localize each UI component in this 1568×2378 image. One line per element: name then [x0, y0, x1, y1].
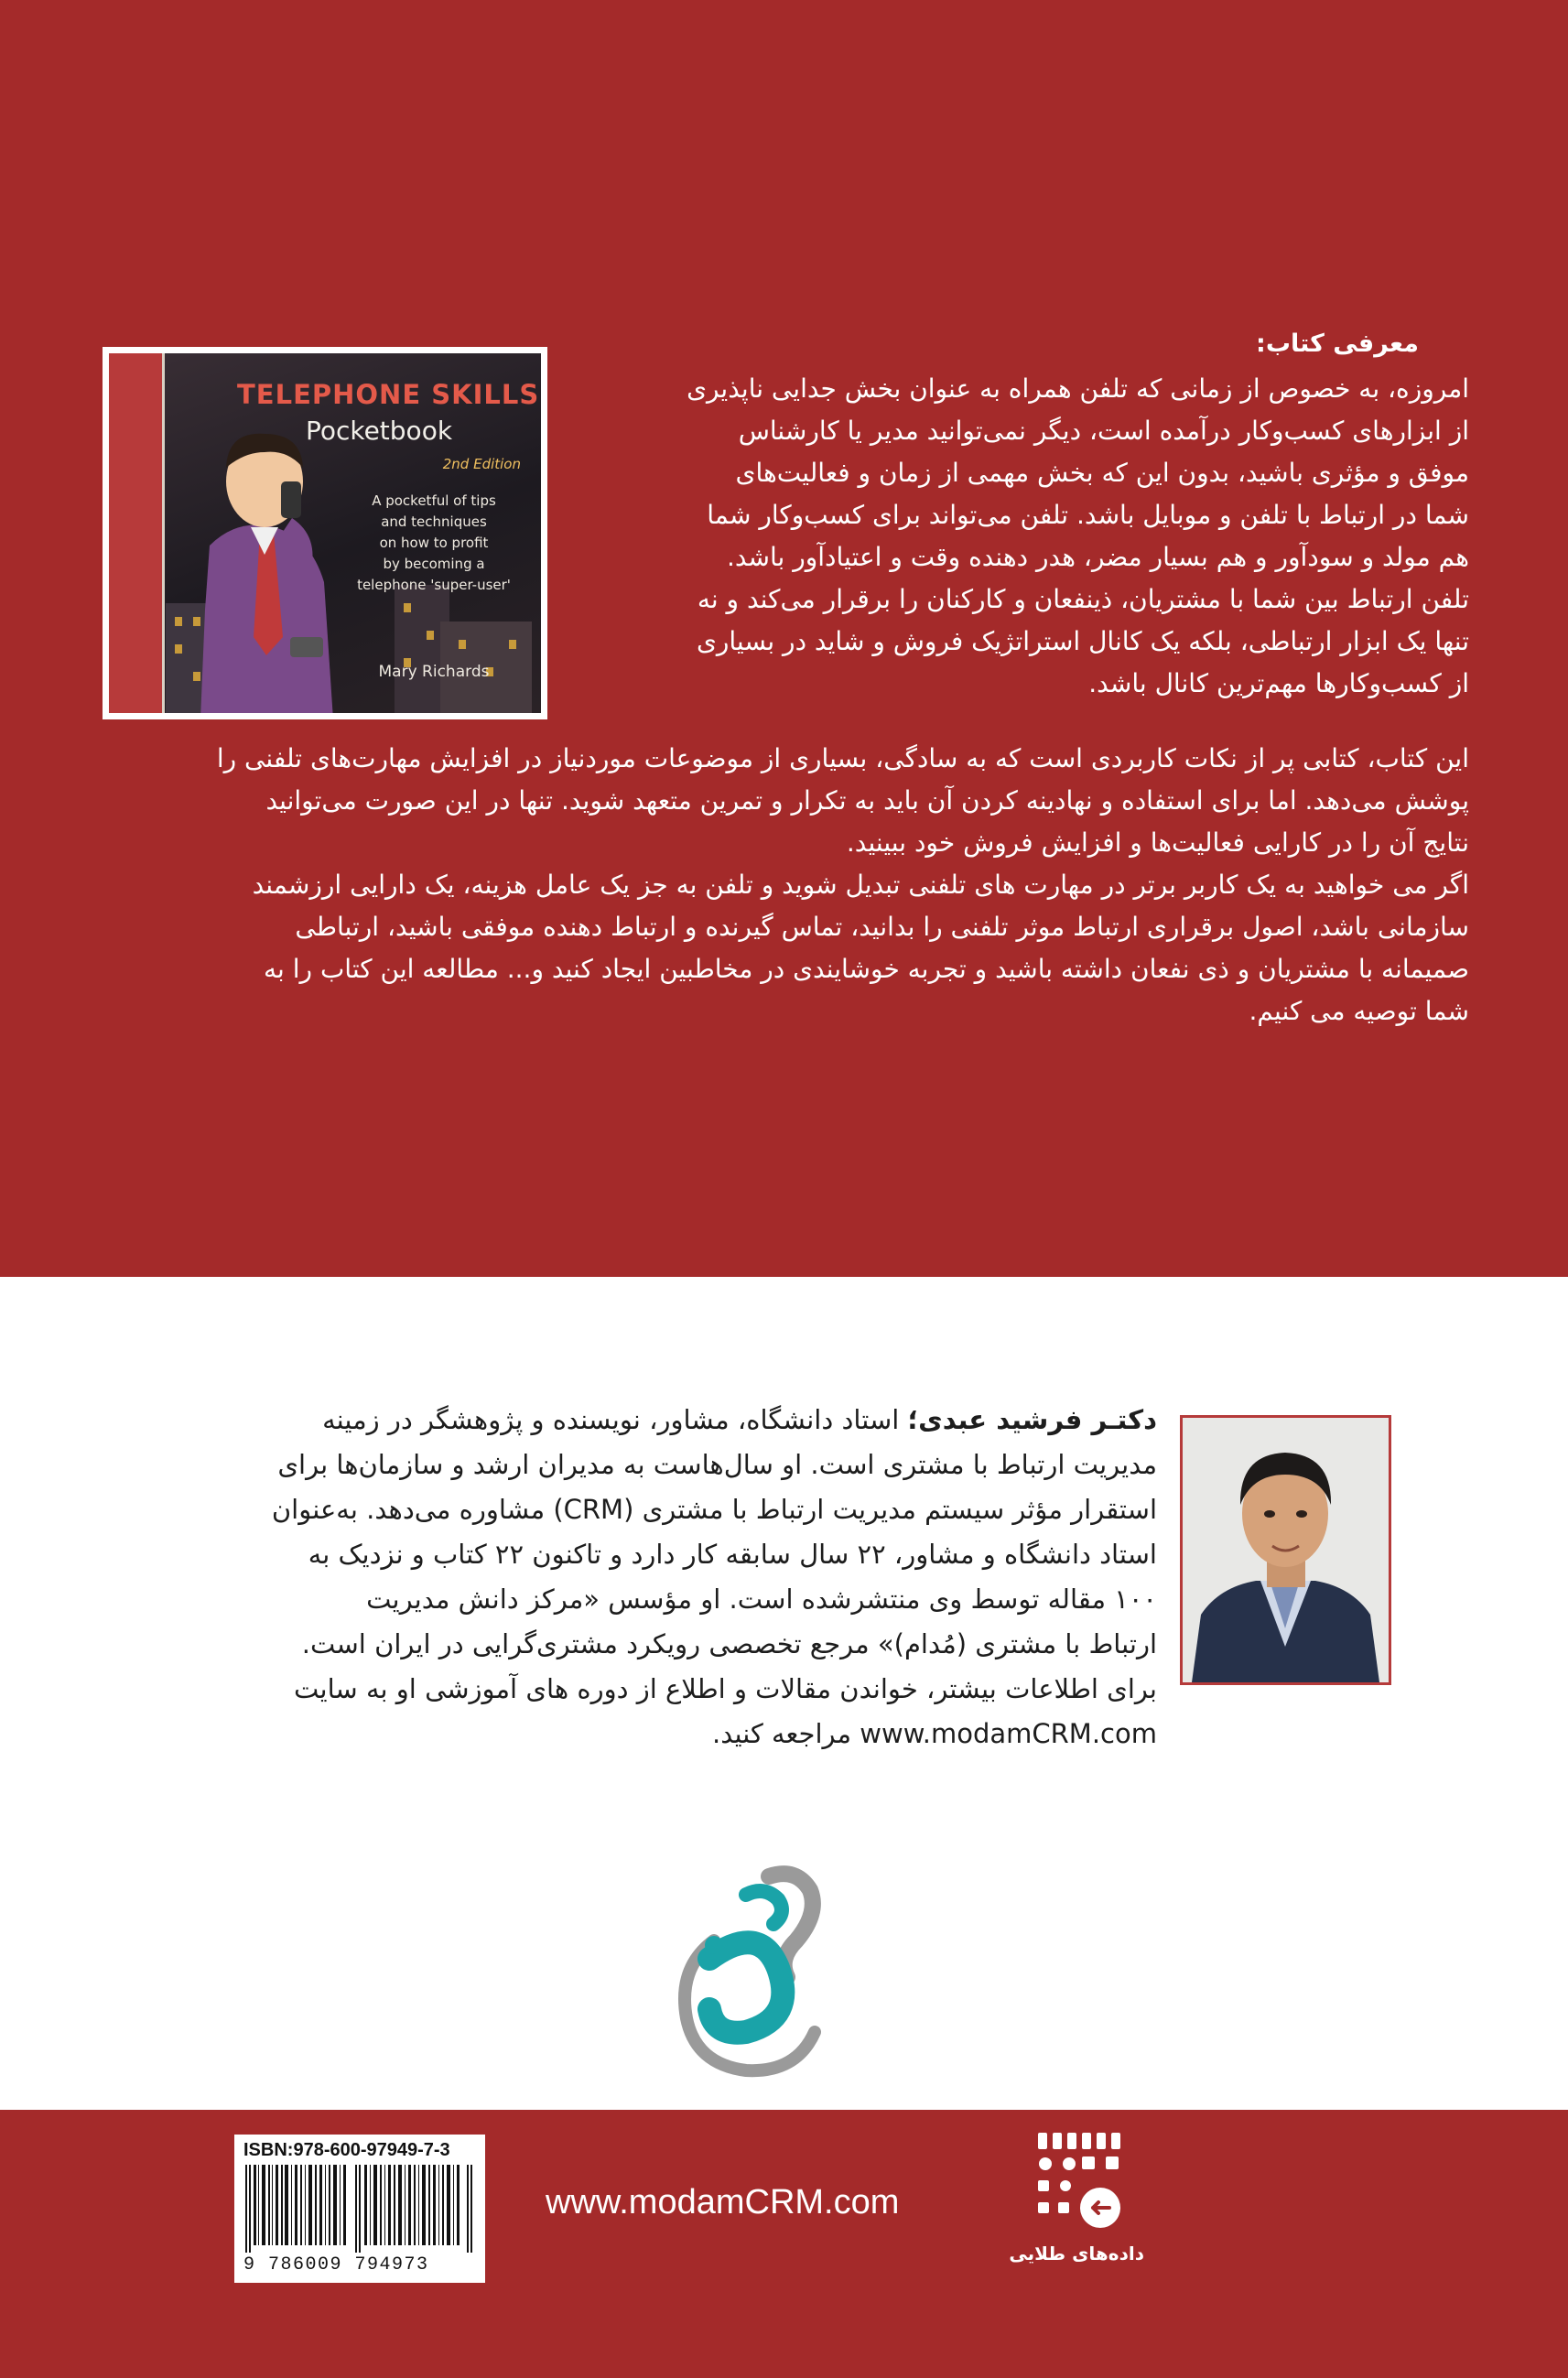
cover-spine — [109, 353, 162, 713]
description-line: موفق و مؤثری باشید، بدون این که بخش مهمی از زمان و فعالیت‌های — [735, 458, 1469, 488]
description-line: از کسب‌وکارها مهم‌ترین کانال باشد. — [1088, 668, 1469, 698]
author-photo — [1180, 1415, 1391, 1685]
bio-line: ۱۰۰ مقاله توسط وی منتشرشده است. او مؤسس «مرکز دانش مدیریت — [366, 1584, 1157, 1615]
description-line: پوشش می‌دهد. اما برای استفاده و نهادینه کردن آن باید به تکرار و تمرین متعهد شوید. تنها در این صورت می‌توانید — [265, 785, 1469, 816]
description-line: از ابزارهای کسب‌وکار درآمده است، دیگر نمی‌توانید مدیر یا کارشناس — [738, 416, 1469, 446]
cover-businessman-illustration — [173, 408, 356, 713]
cover-author: Mary Richards — [378, 663, 490, 681]
modam-logo-icon — [659, 1858, 833, 2082]
bio-line: برای اطلاعات بیشتر، خواندن مقالات و اطلاع از دوره های آموزشی او به سایت — [294, 1673, 1157, 1704]
book-cover-thumbnail — [103, 347, 547, 719]
bio-website-link[interactable]: www.modamCRM.com — [860, 1718, 1157, 1749]
description-paragraph-2 — [103, 738, 1469, 1032]
author-bio — [229, 1398, 1157, 1756]
description-line: تنها یک ابزار ارتباطی، بلکه یک کانال استراتژیک فروش و شاید در بسیاری — [696, 626, 1469, 656]
bio-line: مدیریت ارتباط با مشتری است. او سال‌هاست به مدیران ارشد و سازمان‌ها برای — [277, 1449, 1157, 1480]
description-line: نتایج آن را در کارایی فعالیت‌ها و افزایش فروش خود ببینید. — [846, 827, 1469, 858]
description-heading: معرفی کتاب: — [1256, 330, 1419, 358]
bio-first-line-text: استاد دانشگاه، مشاور، نویسنده و پژوهشگر در زمینه — [322, 1404, 908, 1435]
description-paragraph-1 — [554, 368, 1469, 705]
author-name: دکتـر فرشید عبدی؛ — [907, 1404, 1157, 1435]
book-cover — [109, 353, 541, 713]
publisher-name: داده‌های طلایی — [1009, 2243, 1144, 2265]
bio-last-line-text: مراجعه کنید. — [712, 1718, 860, 1749]
cover-title: TELEPHONE SKILLS — [237, 379, 540, 410]
bio-line — [229, 1398, 1157, 1443]
description-line: شما توصیه می کنیم. — [1249, 996, 1469, 1026]
cover-blurb: A pocketful of tips and techniques on how to profit by becoming a telephone 'super-user' — [357, 492, 511, 593]
bio-line: استقرار مؤثر سیستم مدیریت ارتباط با مشتری (CRM) مشاوره می‌دهد. به‌عنوان — [271, 1494, 1157, 1525]
description-line: سازمانی باشد، اصول برقراری ارتباط موثر تلفنی را بدانید، تماس گیرنده و ارتباط دهنده موفقی باشید، ارتباطی — [295, 912, 1469, 942]
bio-line: استاد دانشگاه و مشاور، ۲۲ سال سابقه کار دارد و تاکنون ۲۲ کتاب و نزدیک به — [308, 1539, 1157, 1570]
description-line: اگر می خواهید به یک کاربر برتر در مهارت های تلفنی تبدیل شوید و تلفن به جز یک عامل هزینه، یک دارایی ارزشمند — [252, 870, 1469, 900]
description-line: صمیمانه با مشتریان و ذی نفعان داشته باشید و تجربه خوشایندی در مخاطبین ایجاد کنید و... مطالعه این کتاب را به — [264, 954, 1469, 984]
footer-website-link[interactable]: www.modamCRM.com — [546, 2183, 900, 2221]
cover-edition: 2nd Edition — [442, 456, 521, 472]
description-line: هم مولد و سودآور و هم بسیار مضر، هدر دهنده وقت و اعتیادآور باشد. — [726, 542, 1469, 572]
publisher-logo-icon — [1029, 2129, 1130, 2243]
barcode-icon — [243, 2165, 476, 2253]
isbn-label: ISBN:978-600-97949-7-3 — [243, 2140, 450, 2160]
bio-line: ارتباط با مشتری (مُدام)» مرجع تخصصی رویکرد مشتری‌گرایی در ایران است. — [301, 1628, 1157, 1659]
cover-subtitle: Pocketbook — [305, 416, 453, 446]
bio-line — [229, 1712, 1157, 1756]
description-line: شما در ارتباط با تلفن و موبایل باشد. تلفن می‌تواند برای کسب‌وکار شما — [707, 500, 1469, 530]
description-line: تلفن ارتباط بین شما با مشتریان، ذینفعان و کارکنان را برقرار می‌کند و نه — [697, 584, 1469, 614]
author-portrait-illustration — [1183, 1418, 1389, 1682]
description-line: این کتاب، کتابی پر از نکات کاربردی است که به سادگی، بسیاری از موضوعات موردنیاز در افزایش مهارت‌های تلفنی را — [216, 743, 1469, 773]
isbn-barcode — [234, 2135, 485, 2283]
description-line: امروزه، به خصوص از زمانی که تلفن همراه به عنوان بخش جدایی ناپذیری — [687, 373, 1469, 404]
isbn-digits: 9 786009 794973 — [243, 2254, 429, 2275]
